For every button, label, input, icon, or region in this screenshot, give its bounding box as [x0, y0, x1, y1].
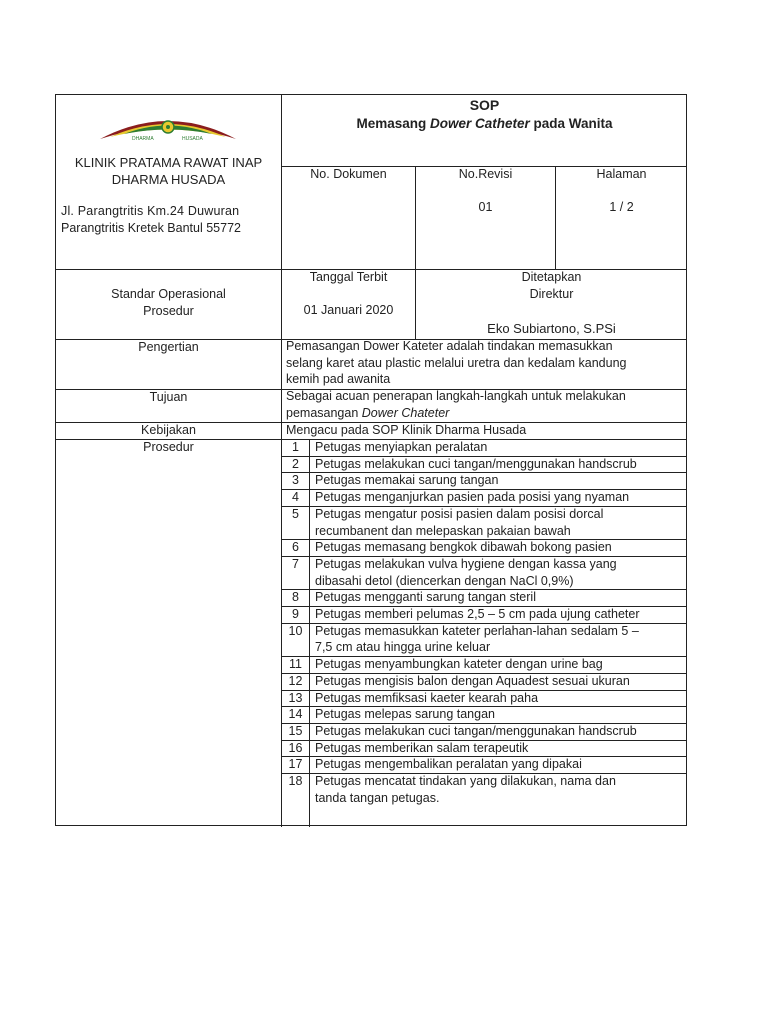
step-text [315, 606, 687, 623]
step-number: 11 [289, 657, 302, 672]
logo-text-right: HUSADA [182, 136, 203, 142]
no-revisi-value: 01 [478, 200, 493, 214]
step-text [315, 472, 687, 489]
pengertian-line: kemih pad awanita [286, 372, 391, 386]
step-line: Petugas memberi pelumas 2,5 – 5 cm pada ujung catheter [315, 607, 640, 621]
sop-label: SOP [469, 97, 500, 113]
kebijakan-text: Mengacu pada SOP Klinik Dharma Husada [286, 423, 527, 437]
step-text [315, 673, 687, 690]
tujuan-line2-prefix: pemasangan [286, 405, 362, 420]
tujuan-line2-italic: Dower Chateter [361, 405, 450, 420]
step-line: Petugas mengisis balon dengan Aquadest sesuai ukuran [315, 673, 630, 688]
pengertian-line: selang karet atau plastic melalui uretra dan kedalam kandung [286, 355, 627, 370]
no-dokumen-label: No. Dokumen [310, 167, 387, 181]
tujuan-line: Sebagai acuan penerapan langkah-langkah untuk melakukan [286, 389, 626, 403]
sop-document [55, 94, 687, 826]
step-number: 10 [288, 623, 303, 638]
step-number: 17 [288, 757, 303, 772]
title-prefix: Memasang [356, 116, 430, 131]
step-number: 15 [288, 723, 303, 738]
clinic-name [56, 154, 281, 188]
step-text [315, 539, 687, 556]
halaman-value: 1 / 2 [609, 200, 634, 214]
step-line: Petugas memberikan salam terapeutik [315, 740, 529, 755]
step-number: 8 [292, 590, 299, 605]
director-name: Eko Subiartono, S.PSi [487, 321, 616, 336]
step-text [315, 456, 687, 473]
step-line: Petugas melakukan vulva hygiene dengan kassa yang [315, 556, 617, 571]
halaman-label: Halaman [596, 167, 647, 181]
ditetapkan-label: Ditetapkan [521, 270, 582, 284]
step-number: 7 [292, 556, 299, 571]
step-line: Petugas mencatat tindakan yang dilakukan, nama dan [315, 774, 616, 788]
step-line: Petugas mengembalikan peralatan yang dipakai [315, 757, 582, 772]
step-number: 1 [292, 440, 299, 454]
step-number-divider [309, 439, 310, 827]
step-text [315, 756, 687, 773]
clinic-name-line2: DHARMA HUSADA [111, 172, 226, 187]
step-number: 5 [292, 506, 299, 521]
tujuan-line [286, 405, 686, 422]
step-number: 13 [288, 690, 303, 705]
step-number: 16 [288, 740, 303, 755]
step-line: Petugas melepas sarung tangan [315, 707, 495, 722]
tanggal-terbit-label: Tanggal Terbit [309, 270, 388, 284]
document-title [282, 115, 687, 132]
standar-line1: Standar Operasional [111, 287, 226, 301]
step-line: Petugas menganjurkan pasien pada posisi yang nyaman [315, 490, 630, 505]
step-line: tanda tangan petugas. [315, 790, 440, 805]
step-text [315, 740, 687, 757]
step-text [315, 723, 687, 740]
step-number: 2 [292, 456, 299, 471]
step-line: Petugas melakukan cuci tangan/menggunakan handscrub [315, 456, 637, 471]
standar-line2: Prosedur [143, 304, 194, 318]
tujuan-text [286, 388, 686, 421]
step-line: recumbanent dan melepaskan pakaian bawah [315, 523, 571, 538]
step-line: dibasahi detol (diencerkan dengan NaCl 0,9%) [315, 573, 574, 588]
step-line: Petugas memasang bengkok dibawah bokong pasien [315, 540, 612, 555]
clinic-address [61, 203, 277, 237]
step-number: 3 [292, 473, 299, 488]
step-text [315, 589, 687, 606]
step-line: Petugas mengatur posisi pasien dalam posisi dorcal [315, 506, 604, 521]
pengertian-line: Pemasangan Dower Kateter adalah tindakan memasukkan [286, 339, 613, 353]
kebijakan-label: Kebijakan [141, 423, 196, 437]
step-line: Petugas menyambungkan kateter dengan urine bag [315, 657, 603, 672]
step-line: Petugas melakukan cuci tangan/menggunakan handscrub [315, 723, 637, 738]
pengertian-label: Pengertian [138, 340, 199, 354]
step-number: 9 [292, 607, 299, 621]
step-text [315, 690, 687, 707]
title-italic: Dower Catheter [429, 116, 530, 131]
step-text [315, 489, 687, 506]
step-line: Petugas menyiapkan peralatan [315, 440, 488, 454]
step-line: Petugas memakai sarung tangan [315, 473, 499, 488]
tujuan-label: Tujuan [149, 390, 188, 404]
title-suffix: pada Wanita [529, 116, 613, 131]
step-number: 4 [292, 490, 299, 505]
tanggal-terbit-value: 01 Januari 2020 [303, 303, 394, 317]
step-line: Petugas memasukkan kateter perlahan-lahan sedalam 5 – [315, 623, 639, 638]
step-line: Petugas mengganti sarung tangan steril [315, 590, 536, 605]
step-text [315, 623, 687, 656]
clinic-name-line1: KLINIK PRATAMA RAWAT INAP [74, 155, 263, 170]
step-number: 18 [288, 774, 303, 788]
pengertian-text [286, 338, 686, 388]
doc-info-divider-1 [415, 166, 416, 340]
prosedur-label: Prosedur [143, 440, 194, 454]
step-number: 6 [292, 540, 299, 555]
step-line: Petugas memfiksasi kaeter kearah paha [315, 690, 539, 705]
logo-text-left: DHARMA [132, 136, 154, 142]
step-text [315, 556, 687, 589]
step-text [315, 773, 687, 806]
clinic-logo [98, 109, 238, 143]
address-line1: Jl. Parangtritis Km.24 Duwuran [61, 204, 240, 218]
step-line: 7,5 cm atau hingga urine keluar [315, 640, 491, 655]
step-text [315, 439, 687, 456]
step-number: 14 [288, 707, 303, 722]
step-text [315, 706, 687, 723]
standar-operasional-label [56, 286, 281, 320]
no-revisi-label: No.Revisi [458, 167, 513, 181]
step-text [315, 656, 687, 673]
step-number: 12 [288, 673, 303, 688]
direktur-label: Direktur [529, 287, 574, 301]
step-text [315, 506, 687, 539]
address-line2: Parangtritis Kretek Bantul 55772 [61, 221, 241, 235]
